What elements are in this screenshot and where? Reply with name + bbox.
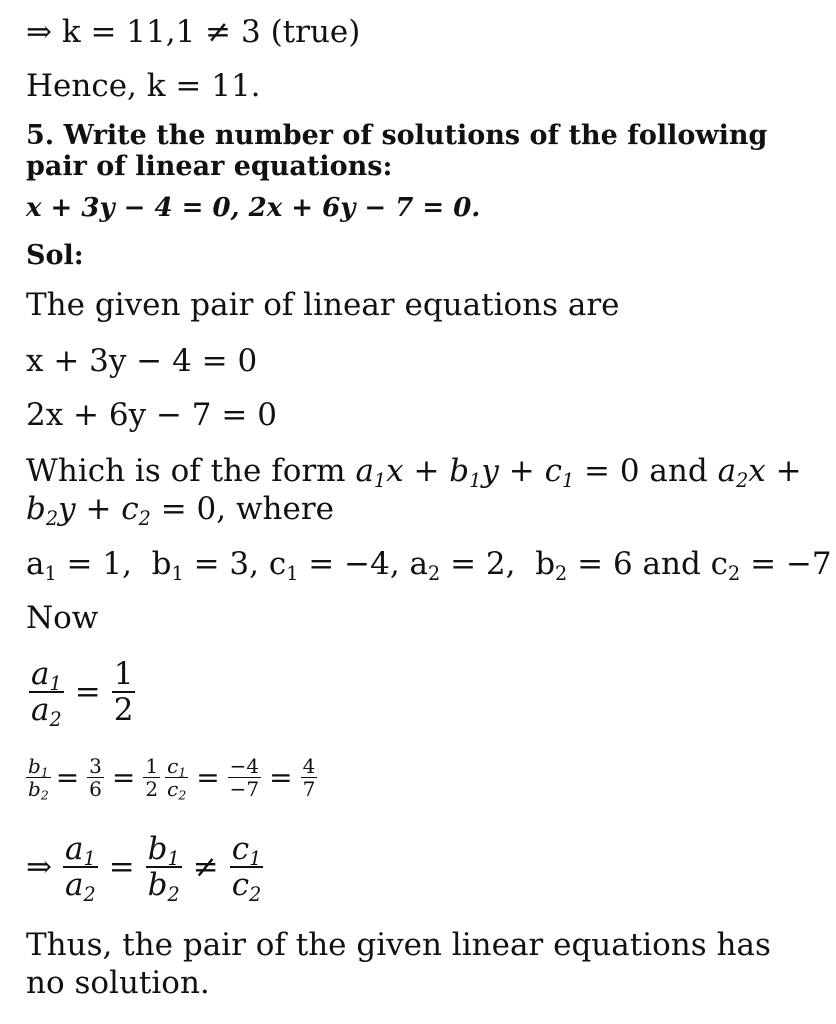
equation-1: x + 3y − 4 = 0: [26, 343, 258, 379]
now-label: Now: [26, 600, 99, 636]
sol-label: Sol:: [26, 240, 84, 271]
coefficient-values: $a_1 = 1$, $b_1 = 3$, $c_1 = -4$, $a_2 = 2$, $b_2 = 6$ and $c_2 = -7$: [26, 546, 832, 585]
question-heading: 5. Write the number of solutions of the following pair of linear equations:: [26, 120, 768, 182]
form-equation-2: $a_2x + b_2y + c_2$: [26, 453, 802, 530]
conclusion-text: Thus, the pair of the given linear equations has no solution.: [26, 927, 771, 1001]
ratio-comparison: ⇒ $\frac{a_1}{a_2}$ = $\frac{b_1}{b_2}$ ≠ $\frac{c_1}{c_2}$: [26, 831, 262, 906]
ratio-a: $\frac{a_1}{a_2}$ = $\frac{1}{2}$: [31, 656, 134, 731]
standard-form-text: Which is of the form $a_1x + b_1y + c_1 = 0$ and $a_2x + b_2y + c_2 = 0$, where: [26, 453, 802, 530]
form-where: , where: [216, 491, 334, 527]
text-line-k-check: ⇒ k = 11,1 ≠ 3 (true): [26, 14, 361, 50]
ratio-b-c: $\frac{b_1}{b_2}$ = $\frac{3}{6}$ = $\frac{1}{2}$ $\frac{c_1}{c_2}$ = $\frac{-4}{-7}$ = $\frac{4}{7}$: [28, 754, 316, 803]
text-line-hence: Hence, k = 11.: [26, 68, 261, 104]
equation-2: 2x + 6y − 7 = 0: [26, 397, 277, 433]
given-text: The given pair of linear equations are: [26, 287, 620, 323]
question-equations: x + 3y − 4 = 0, 2x + 6y − 7 = 0.: [26, 193, 481, 223]
form-and: and: [649, 453, 708, 489]
form-equation-1: $a_1x + b_1y + c_1$: [355, 453, 575, 492]
coeffs-and: and: [642, 546, 701, 582]
form-prefix: Which is of the form: [26, 453, 346, 489]
